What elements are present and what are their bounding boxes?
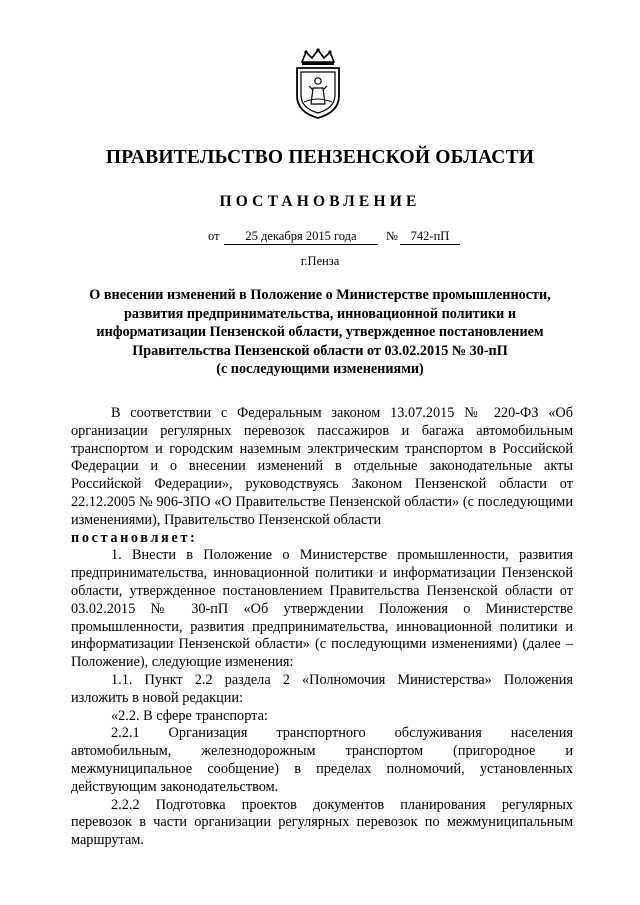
city: г.Пенза bbox=[300, 254, 340, 268]
subject-line: О внесении изменений в Положение о Министерстве промышленности, bbox=[89, 287, 551, 303]
document-number: 742-пП bbox=[400, 229, 460, 245]
number-prefix: № bbox=[386, 229, 398, 243]
item-2-2-2-paragraph: 2.2.2 Подготовка проектов документов планирования регулярных перевозок в части организации регулярных перевозок по межмуниципальным маршрутам. bbox=[71, 796, 573, 849]
preamble-paragraph: В соответствии с Федеральным законом 13.07.2015 № 220-ФЗ «Об организации регулярных перевозок пассажиров и багажа автомобильным транспортом и городским наземным электрическим транспортом в Российской Федерации и о внесении изменений в отдельные законодательные акты Российской Федерации», руководствуясь Законом Пензенской области от 22.12.2005 № 906-ЗПО «О Правительстве Пензенской области» (с последующими изменениями), Правительство Пензенской области bbox=[71, 405, 573, 528]
subject-line: информатизации Пензенской области, утвержденное постановлением bbox=[96, 324, 544, 340]
document-date: 25 декабря 2015 года bbox=[224, 229, 378, 245]
government-title: ПРАВИТЕЛЬСТВО ПЕНЗЕНСКОЙ ОБЛАСТИ bbox=[105, 147, 535, 168]
subject-line: (с последующими изменениями) bbox=[216, 361, 424, 377]
item-2-2-paragraph: «2.2. В сфере транспорта: bbox=[111, 707, 268, 724]
subject-line: развития предпринимательства, инновационной политики и bbox=[123, 305, 517, 322]
item-1-paragraph: 1. Внести в Положение о Министерстве промышленности, развития предпринимательства, инновационной политики и информатизации Пензенской области, утвержденное постановлением Правительства Пензенской области от 03.02.2015 № 30-пП «Об утверждении Положения о Министерстве промышленности, развития предпринимательства, инновационной политики и информатизации Пензенской области» (с последующими изменениями) (далее – Положение), следующие изменения: bbox=[71, 547, 573, 671]
coat-of-arms-icon bbox=[292, 48, 344, 120]
item-2-2-1-paragraph: 2.2.1 Организация транспортного обслуживания населения автомобильным, железнодорожным транспортом (пригородное и межмуниципальное сообщение) в пределах полномочий, установленных действующим законодательством. bbox=[71, 725, 573, 795]
document-body bbox=[71, 405, 573, 850]
date-prefix: от bbox=[208, 229, 220, 243]
decree-line bbox=[71, 530, 573, 548]
decree-word: постановляет: bbox=[71, 529, 198, 546]
item-1-1-paragraph: 1.1. Пункт 2.2 раздела 2 «Полномочия Министерства» Положения изложить в новой редакции: bbox=[71, 671, 573, 706]
document-type: ПОСТАНОВЛЕНИЕ bbox=[219, 193, 421, 210]
document-subject bbox=[70, 286, 570, 379]
subject-line: Правительства Пензенской области от 03.02.2015 № 30-пП bbox=[132, 342, 508, 359]
